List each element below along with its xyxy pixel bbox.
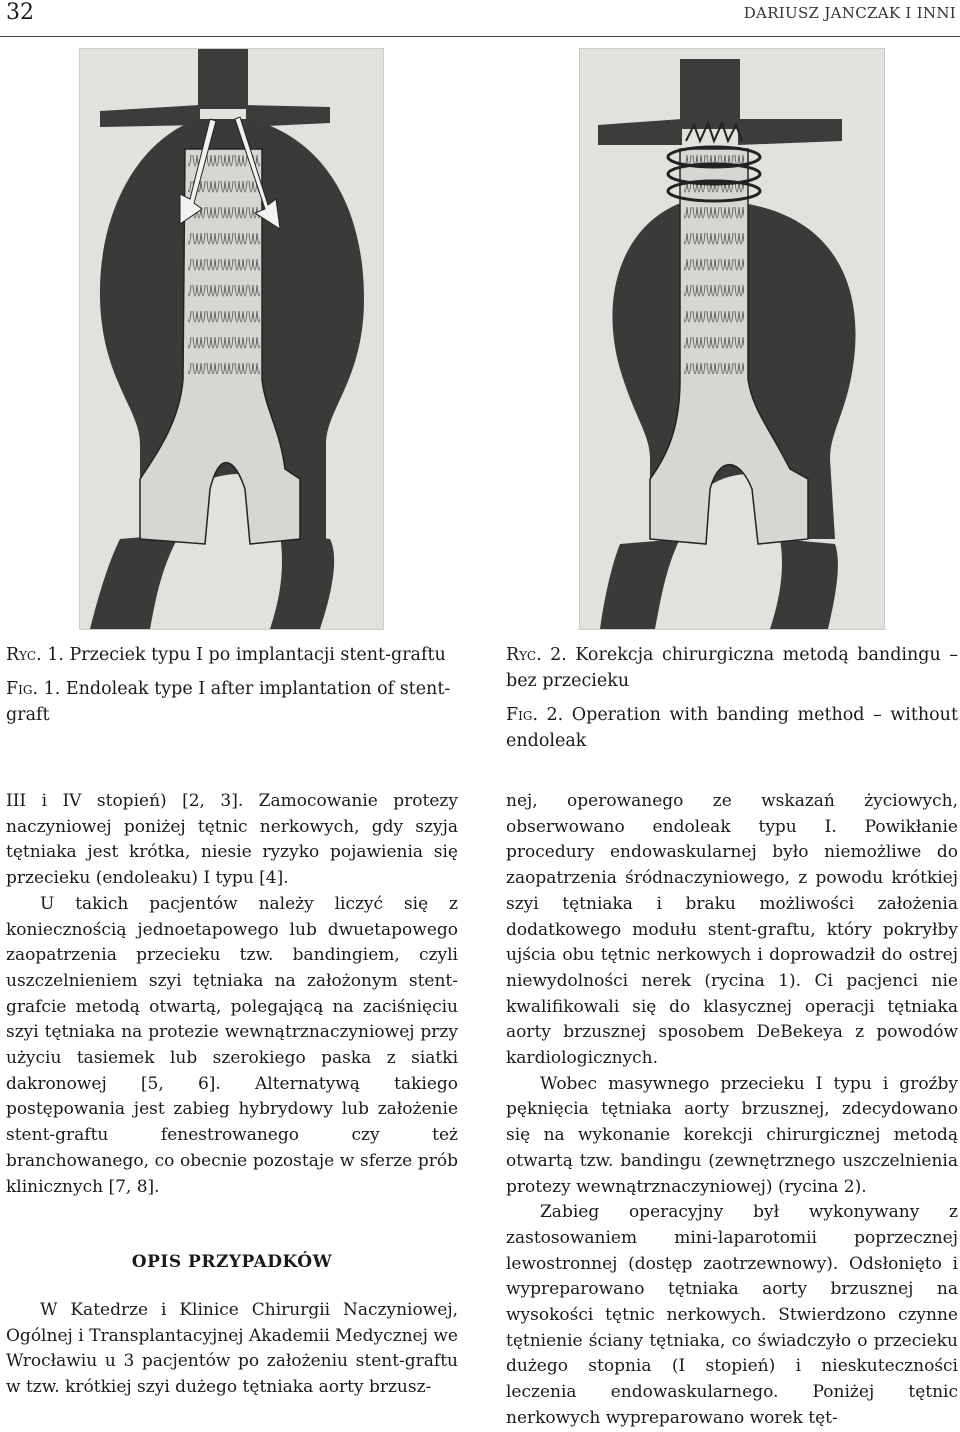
caption-label: Ryc. 2. bbox=[506, 645, 567, 665]
aorta-neck bbox=[198, 49, 248, 109]
caption-label: Fig. 1. bbox=[6, 679, 61, 699]
renal-artery-left bbox=[100, 105, 200, 127]
body-paragraph: U takich pacjentów należy liczyć się z koniecznością jednoetapowego lub dwuetapowego zaopatrzenia przecieku tzw. bandingiem, czyli uszczelnieniem szyi tętniaka na założonym stent-grafcie metodą otwartą, polegającą na zaciśnięciu szyi tętniaka na protezie wewnątrznaczyniowej przy użyciu tasiemek lub szerokiego paska z siatki dakronowej [5, 6]. Alternatywą takiego postępowania jest zabieg hybrydowy lub założenie stent-graftu fenestrowanego czy też branchowanego, co obecnie pozostaje w sferze prób klinicznych [7, 8]. bbox=[6, 893, 458, 1197]
body-paragraph: Wobec masywnego przecieku I typu i groźby pęknięcia tętniaka aorty brzusznej, zdecydowano się na wykonanie korekcji chirurgicznej metodą otwartą tzw. bandingu (zewnętrznego uszczelnienia protezy wewnątrznaczyniowej) (rycina 2). bbox=[506, 1073, 958, 1197]
iliac-artery-right bbox=[770, 539, 838, 629]
section-heading: OPIS PRZYPADKÓW bbox=[131, 1252, 333, 1273]
renal-artery-left bbox=[598, 119, 682, 145]
page-number: 32 bbox=[6, 0, 34, 25]
figure-1-caption-en bbox=[6, 676, 456, 728]
caption-text: Przeciek typu I po implantacji stent-graftu bbox=[69, 645, 446, 665]
caption-label: Ryc. 1. bbox=[6, 645, 64, 665]
caption-label: Fig. 2. bbox=[506, 705, 564, 725]
figure-2-drawing bbox=[579, 48, 885, 630]
body-paragraph: nej, operowanego ze wskazań życiowych, obserwowano endoleak typu I. Powikłanie procedury endowaskularnej było niemożliwe do zaopatrzenia śródnaczyniowego, z powodu krótkiej szyi tętniaka i braku możliwości założenia dodatkowego modułu stent-graftu, który pokryłby ujścia obu tętnic nerkowych i doprowadził do ostrej niewydolności nerek (rycina 1). Ci pacjenci nie kwalifikowali się do klasycznej operacji tętniaka aorty brzusznej sposobem DeBekeya z powodów kardiologicznych. bbox=[506, 791, 958, 1069]
aorta-neck bbox=[680, 59, 740, 129]
renal-artery-right bbox=[738, 119, 842, 145]
figure-2-caption-en bbox=[506, 702, 958, 754]
iliac-artery-left bbox=[90, 534, 180, 629]
caption-text: Korekcja chirurgiczna metodą bandingu – bez przecieku bbox=[506, 645, 958, 691]
caption-text: Operation with banding method – without endoleak bbox=[506, 705, 958, 751]
body-column-left bbox=[6, 789, 458, 1401]
figure-2-caption-pl bbox=[506, 642, 958, 694]
iliac-artery-right bbox=[270, 534, 334, 629]
figure-1-caption-pl bbox=[6, 642, 456, 668]
body-paragraph: Zabieg operacyjny był wykonywany z zastosowaniem mini-laparotomii poprzecznej lewostronnej (dostęp zaotrzewnowy). Odsłonięto i wypreparowano tętniaka aorty brzusznej na wysokości tętnic nerkowych. Stwierdzono czynne tętnienie ściany tętniaka, co świadczyło o przecieku dużego stopnia (I stopień) i nieskuteczności leczenia endowaskularnego. Poniżej tętnic nerkowych wypreparowano worek tęt- bbox=[506, 1202, 958, 1428]
figure-1-caption bbox=[6, 642, 456, 736]
caption-text: Endoleak type I after implantation of stent-graft bbox=[6, 679, 451, 725]
body-column-right bbox=[506, 789, 958, 1432]
figure-2-caption bbox=[506, 642, 958, 762]
body-paragraph: III i IV stopień) [2, 3]. Zamocowanie protezy naczyniowej poniżej tętnic nerkowych, gdy szyja tętniaka jest krótka, niesie ryzyko pojawienia się przecieku (endoleaku) I typu [4]. bbox=[6, 791, 458, 889]
body-paragraph: W Katedrze i Klinice Chirurgii Naczyniowej, Ogólnej i Transplantacyjnej Akademii Medycznej we Wrocławiu u 3 pacjentów po założeniu stent-graftu w tzw. krótkiej szyi dużego tętniaka aorty brzusz- bbox=[6, 1299, 458, 1398]
running-head: DARIUSZ JANCZAK I INNI bbox=[743, 4, 956, 22]
iliac-artery-left bbox=[600, 539, 680, 629]
header-rule bbox=[0, 36, 960, 37]
figure-1-drawing bbox=[79, 48, 384, 630]
